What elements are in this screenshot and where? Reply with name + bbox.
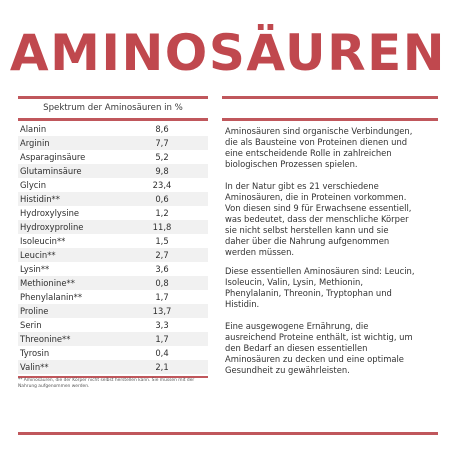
amino-acid-percent: 1,2 — [155, 208, 169, 218]
amino-acid-percent: 8,6 — [155, 124, 169, 134]
amino-acid-name: Isoleucin** — [20, 236, 66, 246]
amino-acid-name: Histidin** — [20, 194, 60, 204]
paragraph-2: In der Natur gibt es 21 verschiedene Aminosäuren, die in Proteinen vorkommen. Von diesen sind 9 für Erwachsene essentiell, was bedeutet, dass der menschliche Körper sie nicht selbst herstellen kann und sie daher über die Nahrung aufgenommen werden müssen. — [225, 181, 412, 257]
amino-acid-percent: 2,1 — [155, 362, 169, 372]
table-row — [18, 290, 208, 304]
table-header: Spektrum der Aminosäuren in % — [43, 103, 183, 113]
paragraph-4: Eine ausgewogene Ernährung, die ausreichend Proteine enthält, ist wichtig, um den Bedarf an diesen essentiellen Aminosäuren zu decken und eine optimale Gesundheit zu gewährleisten. — [225, 321, 413, 375]
amino-acid-name: Serin — [20, 320, 42, 330]
table-row — [18, 276, 208, 290]
amino-acid-percent: 2,7 — [155, 250, 169, 260]
amino-acid-name: Methionine** — [20, 278, 75, 288]
amino-acid-percent: 1,7 — [155, 292, 169, 302]
amino-acid-name: Hydroxylysine — [20, 208, 80, 218]
amino-acid-name: Arginin — [20, 138, 50, 148]
amino-acid-name: Glutaminsäure — [20, 166, 82, 176]
table-row — [18, 150, 208, 164]
table-row — [18, 220, 208, 234]
amino-acid-name: Proline — [20, 306, 49, 316]
page-title: AMINOSÄUREN — [9, 24, 447, 82]
table-footnote: ** Aminosäuren, die der Körper nicht selbst herstellen kann. Sie müssen mit der Nahrung aufgenommen werden. — [18, 378, 195, 389]
table-row — [18, 192, 208, 206]
amino-acid-percent: 13,7 — [152, 306, 172, 316]
table-row — [18, 206, 208, 220]
table-row — [18, 304, 208, 318]
amino-acid-name: Hydroxyproline — [20, 222, 84, 232]
amino-acid-percent: 0,6 — [155, 194, 169, 204]
table-row — [18, 122, 208, 136]
divider-right-col — [222, 118, 438, 121]
paragraph-3: Diese essentiellen Aminosäuren sind: Leucin, Isoleucin, Valin, Lysin, Methionin, Phenylalanin, Threonin, Tryptophan und Histidin. — [225, 266, 415, 309]
amino-acid-percent: 0,8 — [155, 278, 169, 288]
amino-acid-name: Leucin** — [20, 250, 56, 260]
amino-acid-name: Tyrosin — [20, 348, 50, 358]
amino-acid-name: Asparaginsäure — [20, 152, 86, 162]
divider-top-left — [18, 96, 208, 99]
amino-acid-name: Valin** — [20, 362, 49, 372]
amino-acid-name: Alanin — [20, 124, 47, 134]
amino-acid-percent: 9,8 — [155, 166, 169, 176]
table-row — [18, 234, 208, 248]
amino-acid-percent: 1,7 — [155, 334, 169, 344]
table-row — [18, 164, 208, 178]
table-row — [18, 178, 208, 192]
amino-acid-percent: 7,7 — [155, 138, 169, 148]
amino-acid-percent: 11,8 — [152, 222, 172, 232]
amino-acid-name: Glycin — [20, 180, 47, 190]
table-row — [18, 136, 208, 150]
amino-acid-percent: 0,4 — [155, 348, 169, 358]
amino-acid-percent: 1,5 — [155, 236, 169, 246]
divider-bottom — [18, 432, 438, 435]
amino-acid-percent: 3,6 — [155, 264, 169, 274]
table-row — [18, 346, 208, 360]
table-row — [18, 332, 208, 346]
table-row — [18, 318, 208, 332]
table-row — [18, 248, 208, 262]
amino-acid-name: Phenylalanin** — [20, 292, 83, 302]
divider-top-right — [222, 96, 438, 99]
divider-table-header — [18, 118, 208, 121]
amino-acid-percent: 23,4 — [152, 180, 172, 190]
amino-acid-percent: 5,2 — [155, 152, 169, 162]
amino-acid-name: Lysin** — [20, 264, 50, 274]
amino-acid-name: Threonine** — [20, 334, 71, 344]
table-row — [18, 360, 208, 374]
amino-acid-percent: 3,3 — [155, 320, 169, 330]
table-row — [18, 262, 208, 276]
paragraph-1: Aminosäuren sind organische Verbindungen, die als Bausteine von Proteinen dienen und eine entscheidende Rolle in zahlreichen biologischen Prozessen spielen. — [225, 126, 413, 169]
